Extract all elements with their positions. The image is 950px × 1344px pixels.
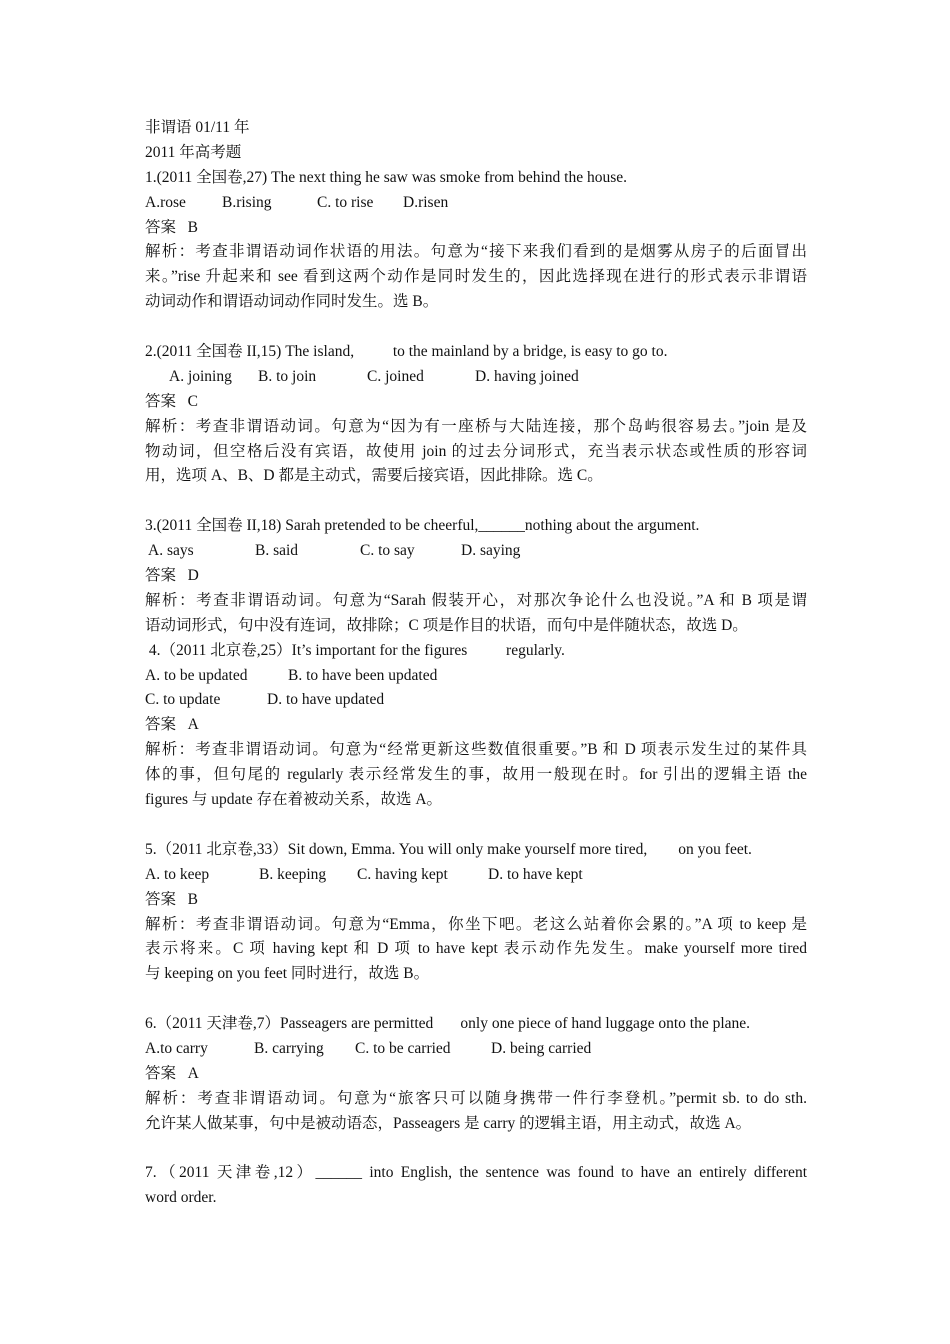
analysis-line: 物动词，但空格后没有宾语，故使用 join 的过去分词形式，充当表示状态或性质的形容词	[145, 442, 807, 460]
answer: 答案 C	[145, 392, 198, 410]
option-a: A.to carry	[145, 1039, 208, 1057]
question-stem: 6.（2011 天津卷,7）Passeagers are permitted only one piece of hand luggage onto the plane.	[145, 1015, 751, 1033]
option-d: D. to have updated	[267, 691, 385, 709]
analysis-line: 体的事，但句尾的 regularly 表示经常发生的事，故用一般现在时。for 引出的逻辑主语 the	[145, 766, 807, 784]
option-b: B. carrying	[254, 1039, 324, 1057]
document-subtitle: 2011 年高考题	[145, 143, 242, 161]
analysis-line: figures 与 update 存在着被动关系，故选 A。	[145, 791, 443, 809]
analysis-line: 解析：考查非谓语动词。句意为“Sarah 假装开心，对那次争论什么也没说。”A 和 B 项是谓	[145, 591, 807, 609]
analysis-line: 用，选项 A、B、D 都是主动式，需要后接宾语，因此排除。选 C。	[145, 467, 603, 485]
spacer	[145, 489, 807, 514]
question-options	[145, 664, 807, 689]
question-options	[145, 863, 807, 888]
option-c: C. joined	[367, 367, 424, 385]
option-d: D. having joined	[475, 367, 579, 385]
option-b: B. to join	[258, 367, 317, 385]
answer: 答案 A	[145, 1064, 199, 1082]
option-c: C. having kept	[357, 865, 448, 883]
option-c: C. to update	[145, 691, 221, 709]
analysis-line: 解析：考查非谓语动词。句意为“Emma，你坐下吧。老这么站着你会累的。”A 项 to keep 是	[145, 915, 807, 933]
option-a: A. to keep	[145, 865, 210, 883]
option-b: B.rising	[222, 193, 272, 211]
analysis-line: 解析：考查非谓语动词作状语的用法。句意为“接下来我们看到的是烟雾从房子的后面冒出	[145, 243, 807, 261]
question-stem: 1.(2011 全国卷,27) The next thing he saw was smoke from behind the house.	[145, 168, 627, 186]
analysis-line: 语动词形式，句中没有连词，故排除；C 项是作目的状语，而句中是伴随状态，故选 D。	[145, 616, 748, 634]
analysis-line: 表示将来。C 项 having kept 和 D 项 to have kept 表示动作先发生。make yourself more tired	[145, 940, 807, 958]
answer: 答案 A	[145, 716, 199, 734]
answer: 答案 D	[145, 567, 199, 585]
spacer	[145, 987, 807, 1012]
option-a: A. says	[148, 542, 194, 560]
question-stem: 2.(2011 全国卷 II,15) The island, to the mainland by a bridge, is easy to go to.	[145, 343, 668, 361]
analysis-line: 动词动作和谓语动词动作同时发生。选 B。	[145, 293, 439, 311]
question-options	[145, 365, 807, 390]
analysis-line: 与 keeping on you feet 同时进行，故选 B。	[145, 965, 430, 983]
analysis-line: 解析：考查非谓语动词。句意为“经常更新这些数值很重要。”B 和 D 项表示发生过的某件具	[145, 741, 807, 759]
analysis-line: 解析：考查非谓语动词。句意为“旅客只可以随身携带一件行李登机。”permit sb. to do sth.	[145, 1089, 807, 1107]
spacer	[145, 813, 807, 838]
option-b: B. keeping	[259, 865, 327, 883]
question-stem: 5.（2011 北京卷,33）Sit down, Emma. You will only make yourself more tired, on you feet.	[145, 840, 752, 858]
option-a: A. joining	[169, 367, 232, 385]
answer: 答案 B	[145, 218, 198, 236]
option-c: C. to rise	[317, 193, 374, 211]
option-d: D. being carried	[491, 1039, 592, 1057]
option-b: B. to have been updated	[288, 666, 438, 684]
option-d: D. to have kept	[488, 865, 583, 883]
option-a: A. to be updated	[145, 666, 248, 684]
answer: 答案 B	[145, 890, 198, 908]
analysis-line: 解析：考查非谓语动词。句意为“因为有一座桥与大陆连接，那个岛屿很容易去。”join 是及	[145, 417, 807, 435]
option-b: B. said	[255, 542, 299, 560]
question-options	[145, 1037, 807, 1062]
analysis-line: 来。”rise 升起来和 see 看到这两个动作是同时发生的，因此选择现在进行的形式表示非谓语	[145, 268, 807, 286]
spacer	[145, 1137, 807, 1162]
question-options	[145, 539, 807, 564]
analysis-line: 允许某人做某事，句中是被动语态，Passeagers 是 carry 的逻辑主语，用主动式，故选 A。	[145, 1114, 752, 1132]
question-stem: 4.（2011 北京卷,25）It’s important for the figures regularly.	[145, 641, 565, 659]
question-options	[145, 191, 807, 216]
document-title: 非谓语 01/11 年	[145, 119, 250, 136]
option-d: D. saying	[461, 542, 521, 560]
option-c: C. to say	[360, 542, 415, 560]
spacer	[145, 315, 807, 340]
option-a: A.rose	[145, 193, 186, 211]
option-d: D.risen	[403, 193, 449, 211]
question-stem: word order.	[145, 1189, 217, 1207]
question-stem: 3.(2011 全国卷 II,18) Sarah pretended to be cheerful,______nothing about the argument.	[145, 517, 700, 535]
document-page	[145, 116, 807, 1211]
option-c: C. to be carried	[355, 1039, 451, 1057]
question-options	[145, 688, 807, 713]
question-stem: 7.（2011 天津卷,12）______ into English, the sentence was found to have an entirely different	[145, 1164, 807, 1182]
